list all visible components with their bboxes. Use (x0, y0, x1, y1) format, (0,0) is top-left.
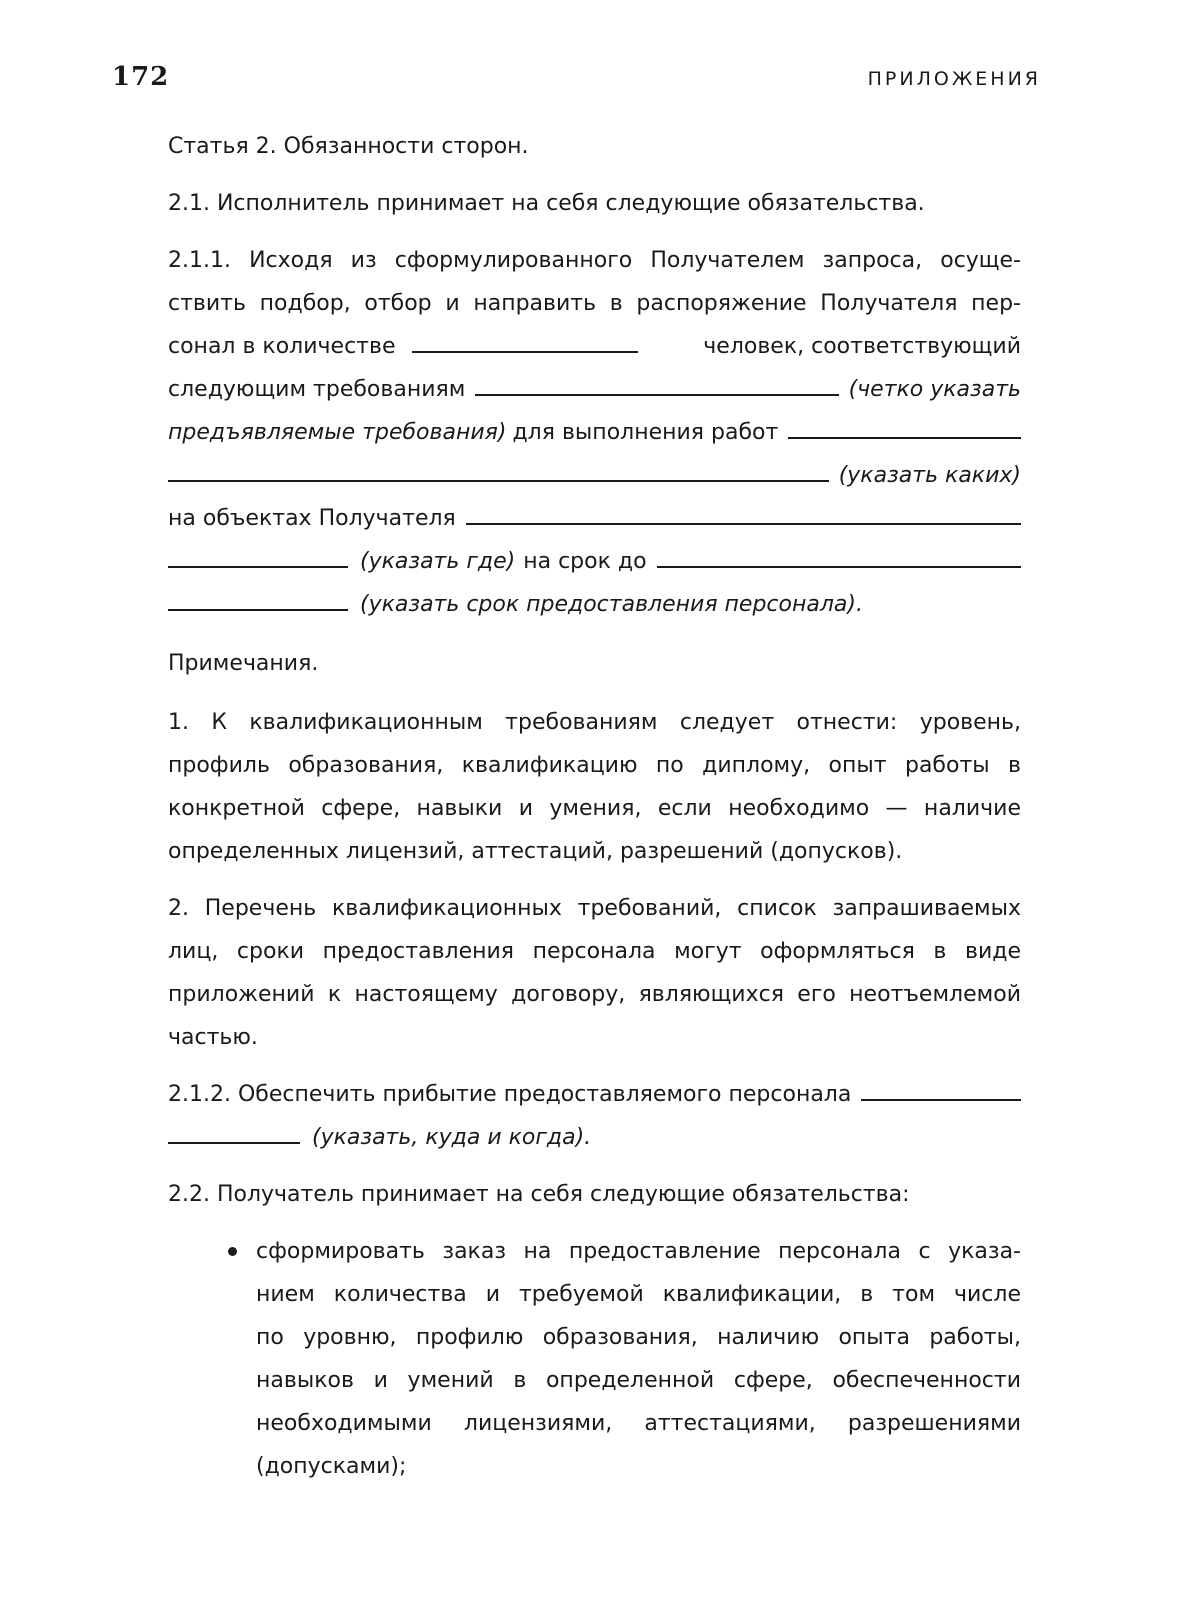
note-line: определенных лицензий, аттестаций, разрешений (допусков). (168, 839, 903, 864)
hint-text: (указать каких) (838, 463, 1021, 488)
clause-text: следующим требованиям (168, 377, 466, 402)
clause-text: человек, соответствующий (703, 334, 1021, 359)
note-line: профиль образования, квалификацию по диплому, опыт работы в (168, 753, 1021, 778)
blank-field-requirements[interactable] (475, 370, 838, 396)
blank-field-objects[interactable] (466, 499, 1021, 525)
clause-2-1-1 (168, 239, 1021, 626)
bullet-line: необходимыми лицензиями, аттестациями, разрешениями (256, 1411, 1021, 1436)
bullet-dot-icon (228, 1247, 237, 1256)
blank-field-quantity[interactable] (412, 327, 638, 353)
clause-line (168, 1073, 1021, 1116)
bullet-line: по уровню, профилю образования, наличию опыта работы, (256, 1325, 1021, 1350)
bullet-line: нием количества и требуемой квалификации, в том числе (256, 1282, 1021, 1307)
bullet-item (256, 1230, 1021, 1488)
note-line: 1. К квалификационным требованиям следует отнести: уровень, (168, 710, 1021, 735)
note-line: конкретной сфере, навыки и умения, если необходимо — наличие (168, 796, 1021, 821)
hint-text: (четко указать (848, 377, 1021, 402)
blank-field-works-cont[interactable] (168, 456, 829, 482)
note-2 (168, 887, 1021, 1059)
clause-line (168, 368, 1021, 411)
clause-2-1: 2.1. Исполнитель принимает на себя следующие обязательства. (168, 191, 925, 216)
blank-field-term[interactable] (657, 542, 1021, 568)
clause-text: для выполнения работ (512, 420, 779, 445)
note-1 (168, 701, 1021, 873)
clause-line (168, 583, 1021, 626)
clause-2-1-2 (168, 1073, 1021, 1159)
blank-field-term-cont[interactable] (168, 585, 348, 611)
bullet-line: навыков и умений в определенной сфере, обеспеченности (256, 1368, 1021, 1393)
bullet-line: сформировать заказ на предоставление персонала с указа- (256, 1239, 1021, 1264)
bullet-line: (допусками); (256, 1454, 407, 1479)
clause-2-2: 2.2. Получатель принимает на себя следующие обязательства: (168, 1182, 910, 1207)
clause-text: на срок до (523, 549, 647, 574)
note-line: 2. Перечень квалификационных требований, список запрашиваемых (168, 896, 1021, 921)
article-heading: Статья 2. Обязанности сторон. (168, 134, 529, 159)
blank-field-arrival[interactable] (861, 1075, 1021, 1101)
clause-text: на объектах Получателя (168, 506, 456, 531)
note-line: частью. (168, 1025, 258, 1050)
clause-line (168, 411, 1021, 454)
page-number: 172 (112, 62, 170, 92)
blank-field-where[interactable] (168, 542, 348, 568)
running-head: ПРИЛОЖЕНИЯ (867, 68, 1041, 90)
clause-line (168, 540, 1021, 583)
clause-line (168, 454, 1021, 497)
clause-line: ствить подбор, отбор и направить в распоряжение Получателя пер- (168, 291, 1021, 316)
clause-text: 2.1.2. Обеспечить прибытие предоставляемого персонала (168, 1082, 852, 1107)
note-line: приложений к настоящему договору, являющихся его неотъемлемой (168, 982, 1021, 1007)
clause-line (168, 497, 1021, 540)
hint-text: (указать где) (360, 549, 516, 574)
clause-text: сонал в количестве (168, 334, 396, 359)
blank-field-works[interactable] (788, 413, 1021, 439)
clause-line (168, 1116, 1021, 1159)
blank-field-arrival-cont[interactable] (168, 1118, 300, 1144)
hint-text: предъявляемые требования) (168, 420, 507, 445)
document-body (168, 125, 1021, 1488)
clause-line: 2.1.1. Исходя из сформулированного Получателем запроса, осуще- (168, 248, 1021, 273)
clause-line (168, 325, 1021, 368)
hint-text: (указать, куда и когда). (312, 1125, 592, 1150)
notes-title: Примечания. (168, 651, 319, 676)
hint-text: (указать срок предоставления персонала). (360, 592, 863, 617)
note-line: лиц, сроки предоставления персонала могут оформляться в виде (168, 939, 1021, 964)
